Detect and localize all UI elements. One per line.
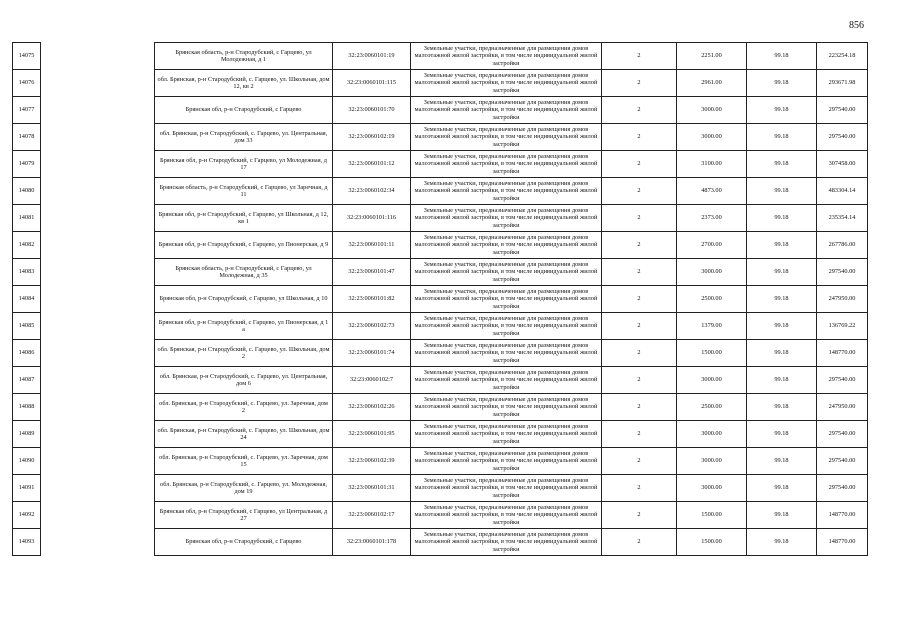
category-cell: 2 <box>602 394 677 421</box>
table-row <box>13 43 868 70</box>
table-row <box>13 97 868 124</box>
cadastral-number-cell: 32:23:0060101:178 <box>333 529 411 556</box>
area-cell: 3100.00 <box>677 151 747 178</box>
row-number-cell: 14081 <box>13 205 41 232</box>
land-registry-table <box>12 42 868 556</box>
category-cell: 2 <box>602 529 677 556</box>
address-cell: Брянская область, р-н Стародубский, с Гарцево, ул Молодежная, д 1 <box>155 43 333 70</box>
specific-value-cell: 99.18 <box>747 475 817 502</box>
table-row <box>13 124 868 151</box>
cadastral-value-cell: 148770.00 <box>817 529 868 556</box>
specific-value-cell: 99.18 <box>747 367 817 394</box>
table-row <box>13 421 868 448</box>
row-gap-cell <box>41 43 155 70</box>
address-cell: обл. Брянская, р-н Стародубский, с. Гарцево, ул. Центральная, дом 6 <box>155 367 333 394</box>
area-cell: 3000.00 <box>677 448 747 475</box>
cadastral-number-cell: 32:23:0060101:116 <box>333 205 411 232</box>
table-row <box>13 367 868 394</box>
category-cell: 2 <box>602 286 677 313</box>
table-row <box>13 394 868 421</box>
land-use-cell: Земельные участки, предназначенные для размещения домов малоэтажной жилой застройки, в том числе индивидуальной жилой застройки <box>411 97 602 124</box>
area-cell: 3000.00 <box>677 367 747 394</box>
cadastral-value-cell: 297540.00 <box>817 367 868 394</box>
cadastral-number-cell: 32:23:0060101:70 <box>333 97 411 124</box>
table-row <box>13 475 868 502</box>
cadastral-number-cell: 32:23:0060102:17 <box>333 502 411 529</box>
row-gap-cell <box>41 205 155 232</box>
cadastral-number-cell: 32:23:0060102:26 <box>333 394 411 421</box>
land-use-cell: Земельные участки, предназначенные для размещения домов малоэтажной жилой застройки, в том числе индивидуальной жилой застройки <box>411 178 602 205</box>
area-cell: 2251.00 <box>677 43 747 70</box>
row-gap-cell <box>41 421 155 448</box>
category-cell: 2 <box>602 421 677 448</box>
land-use-cell: Земельные участки, предназначенные для размещения домов малоэтажной жилой застройки, в том числе индивидуальной жилой застройки <box>411 367 602 394</box>
address-cell: Брянская обл, р-н Стародубский, с Гарцево, ул Центральная, д 27 <box>155 502 333 529</box>
cadastral-value-cell: 307458.00 <box>817 151 868 178</box>
cadastral-value-cell: 297540.00 <box>817 448 868 475</box>
cadastral-value-cell: 247950.00 <box>817 394 868 421</box>
category-cell: 2 <box>602 151 677 178</box>
row-gap-cell <box>41 124 155 151</box>
table-row <box>13 151 868 178</box>
land-use-cell: Земельные участки, предназначенные для размещения домов малоэтажной жилой застройки, в том числе индивидуальной жилой застройки <box>411 421 602 448</box>
land-use-cell: Земельные участки, предназначенные для размещения домов малоэтажной жилой застройки, в том числе индивидуальной жилой застройки <box>411 205 602 232</box>
category-cell: 2 <box>602 178 677 205</box>
land-use-cell: Земельные участки, предназначенные для размещения домов малоэтажной жилой застройки, в том числе индивидуальной жилой застройки <box>411 124 602 151</box>
row-number-cell: 14082 <box>13 232 41 259</box>
area-cell: 2700.00 <box>677 232 747 259</box>
row-gap-cell <box>41 475 155 502</box>
row-gap-cell <box>41 448 155 475</box>
land-use-cell: Земельные участки, предназначенные для размещения домов малоэтажной жилой застройки, в том числе индивидуальной жилой застройки <box>411 151 602 178</box>
row-number-cell: 14076 <box>13 70 41 97</box>
row-number-cell: 14087 <box>13 367 41 394</box>
cadastral-value-cell: 297540.00 <box>817 97 868 124</box>
row-gap-cell <box>41 529 155 556</box>
row-number-cell: 14086 <box>13 340 41 367</box>
address-cell: обл. Брянская, р-н Стародубский, с. Гарцево, ул. Школьная, дом 12, кв 2 <box>155 70 333 97</box>
cadastral-number-cell: 32:23:0060102:39 <box>333 448 411 475</box>
cadastral-value-cell: 483304.14 <box>817 178 868 205</box>
land-use-cell: Земельные участки, предназначенные для размещения домов малоэтажной жилой застройки, в том числе индивидуальной жилой застройки <box>411 259 602 286</box>
specific-value-cell: 99.18 <box>747 43 817 70</box>
specific-value-cell: 99.18 <box>747 151 817 178</box>
specific-value-cell: 99.18 <box>747 232 817 259</box>
land-use-cell: Земельные участки, предназначенные для размещения домов малоэтажной жилой застройки, в том числе индивидуальной жилой застройки <box>411 340 602 367</box>
category-cell: 2 <box>602 367 677 394</box>
address-cell: Брянская обл, р-н Стародубский, с Гарцево, ул Школьная, д 10 <box>155 286 333 313</box>
category-cell: 2 <box>602 340 677 367</box>
area-cell: 1500.00 <box>677 502 747 529</box>
cadastral-number-cell: 32:23:0060101:95 <box>333 421 411 448</box>
row-number-cell: 14085 <box>13 313 41 340</box>
cadastral-value-cell: 247950.00 <box>817 286 868 313</box>
row-number-cell: 14077 <box>13 97 41 124</box>
row-gap-cell <box>41 70 155 97</box>
area-cell: 2961.00 <box>677 70 747 97</box>
category-cell: 2 <box>602 205 677 232</box>
land-use-cell: Земельные участки, предназначенные для размещения домов малоэтажной жилой застройки, в том числе индивидуальной жилой застройки <box>411 286 602 313</box>
area-cell: 1500.00 <box>677 340 747 367</box>
land-use-cell: Земельные участки, предназначенные для размещения домов малоэтажной жилой застройки, в том числе индивидуальной жилой застройки <box>411 502 602 529</box>
category-cell: 2 <box>602 70 677 97</box>
area-cell: 2500.00 <box>677 286 747 313</box>
category-cell: 2 <box>602 43 677 70</box>
table-row <box>13 205 868 232</box>
area-cell: 3000.00 <box>677 259 747 286</box>
row-gap-cell <box>41 232 155 259</box>
cadastral-value-cell: 148770.00 <box>817 502 868 529</box>
row-number-cell: 14075 <box>13 43 41 70</box>
table-row <box>13 70 868 97</box>
cadastral-number-cell: 32:23:0060101:12 <box>333 151 411 178</box>
area-cell: 3000.00 <box>677 97 747 124</box>
category-cell: 2 <box>602 124 677 151</box>
address-cell: обл. Брянская, р-н Стародубский, с. Гарцево, ул. Школьная, дом 24 <box>155 421 333 448</box>
land-use-cell: Земельные участки, предназначенные для размещения домов малоэтажной жилой застройки, в том числе индивидуальной жилой застройки <box>411 448 602 475</box>
row-gap-cell <box>41 340 155 367</box>
area-cell: 2373.00 <box>677 205 747 232</box>
specific-value-cell: 99.18 <box>747 205 817 232</box>
address-cell: обл. Брянская, р-н Стародубский, с. Гарцево, ул. Центральная, дом 33 <box>155 124 333 151</box>
specific-value-cell: 99.18 <box>747 448 817 475</box>
cadastral-number-cell: 32:23:0060102:7 <box>333 367 411 394</box>
table-row <box>13 178 868 205</box>
address-cell: обл. Брянская, р-н Стародубский, с. Гарцево, ул. Заречная, дом 2 <box>155 394 333 421</box>
specific-value-cell: 99.18 <box>747 259 817 286</box>
table-row <box>13 313 868 340</box>
address-cell: Брянская обл, р-н Стародубский, с Гарцево <box>155 529 333 556</box>
row-number-cell: 14079 <box>13 151 41 178</box>
row-number-cell: 14083 <box>13 259 41 286</box>
address-cell: обл. Брянская, р-н Стародубский, с. Гарцево, ул. Заречная, дом 15 <box>155 448 333 475</box>
cadastral-number-cell: 32:23:0060101:11 <box>333 232 411 259</box>
land-use-cell: Земельные участки, предназначенные для размещения домов малоэтажной жилой застройки, в том числе индивидуальной жилой застройки <box>411 43 602 70</box>
cadastral-value-cell: 267786.00 <box>817 232 868 259</box>
cadastral-value-cell: 297540.00 <box>817 421 868 448</box>
table-row <box>13 259 868 286</box>
specific-value-cell: 99.18 <box>747 124 817 151</box>
row-gap-cell <box>41 259 155 286</box>
land-use-cell: Земельные участки, предназначенные для размещения домов малоэтажной жилой застройки, в том числе индивидуальной жилой застройки <box>411 475 602 502</box>
table-row <box>13 448 868 475</box>
cadastral-number-cell: 32:23:0060102:73 <box>333 313 411 340</box>
cadastral-value-cell: 297540.00 <box>817 124 868 151</box>
table-row <box>13 529 868 556</box>
row-number-cell: 14078 <box>13 124 41 151</box>
page-number: 856 <box>849 20 864 31</box>
cadastral-value-cell: 297540.00 <box>817 259 868 286</box>
land-use-cell: Земельные участки, предназначенные для размещения домов малоэтажной жилой застройки, в том числе индивидуальной жилой застройки <box>411 232 602 259</box>
cadastral-number-cell: 32:23:0060101:115 <box>333 70 411 97</box>
specific-value-cell: 99.18 <box>747 313 817 340</box>
area-cell: 2500.00 <box>677 394 747 421</box>
row-gap-cell <box>41 394 155 421</box>
row-gap-cell <box>41 178 155 205</box>
area-cell: 3000.00 <box>677 421 747 448</box>
specific-value-cell: 99.18 <box>747 70 817 97</box>
address-cell: Брянская обл, р-н Стародубский, с Гарцево, ул Школьная, д 12, кв 1 <box>155 205 333 232</box>
table-row <box>13 502 868 529</box>
cadastral-value-cell: 235354.14 <box>817 205 868 232</box>
area-cell: 1379.00 <box>677 313 747 340</box>
address-cell: обл. Брянская, р-н Стародубский, с. Гарцево, ул. Молодежная, дом 19 <box>155 475 333 502</box>
area-cell: 3000.00 <box>677 475 747 502</box>
specific-value-cell: 99.18 <box>747 178 817 205</box>
address-cell: Брянская обл, р-н Стародубский, с Гарцево, ул Молодежная, д 17 <box>155 151 333 178</box>
cadastral-number-cell: 32:23:0060101:74 <box>333 340 411 367</box>
row-gap-cell <box>41 97 155 124</box>
row-number-cell: 14092 <box>13 502 41 529</box>
address-cell: Брянская область, р-н Стародубский, с Гарцево, ул Молодежная, д 35 <box>155 259 333 286</box>
cadastral-number-cell: 32:23:0060101:82 <box>333 286 411 313</box>
table-row <box>13 286 868 313</box>
specific-value-cell: 99.18 <box>747 97 817 124</box>
land-use-cell: Земельные участки, предназначенные для размещения домов малоэтажной жилой застройки, в том числе индивидуальной жилой застройки <box>411 394 602 421</box>
row-number-cell: 14080 <box>13 178 41 205</box>
row-number-cell: 14091 <box>13 475 41 502</box>
cadastral-value-cell: 148770.00 <box>817 340 868 367</box>
row-number-cell: 14090 <box>13 448 41 475</box>
specific-value-cell: 99.18 <box>747 286 817 313</box>
cadastral-value-cell: 136769.22 <box>817 313 868 340</box>
cadastral-number-cell: 32:23:0060102:34 <box>333 178 411 205</box>
row-number-cell: 14093 <box>13 529 41 556</box>
cadastral-number-cell: 32:23:0060101:47 <box>333 259 411 286</box>
cadastral-value-cell: 297540.00 <box>817 475 868 502</box>
area-cell: 4873.00 <box>677 178 747 205</box>
land-use-cell: Земельные участки, предназначенные для размещения домов малоэтажной жилой застройки, в том числе индивидуальной жилой застройки <box>411 529 602 556</box>
category-cell: 2 <box>602 259 677 286</box>
row-gap-cell <box>41 502 155 529</box>
area-cell: 1500.00 <box>677 529 747 556</box>
cadastral-value-cell: 223254.18 <box>817 43 868 70</box>
address-cell: Брянская область, р-н Стародубский, с Гарцево, ул Заречная, д 11 <box>155 178 333 205</box>
land-use-cell: Земельные участки, предназначенные для размещения домов малоэтажной жилой застройки, в том числе индивидуальной жилой застройки <box>411 313 602 340</box>
category-cell: 2 <box>602 232 677 259</box>
address-cell: Брянская обл, р-н Стародубский, с Гарцево <box>155 97 333 124</box>
row-gap-cell <box>41 313 155 340</box>
cadastral-number-cell: 32:23:0060102:19 <box>333 124 411 151</box>
category-cell: 2 <box>602 502 677 529</box>
category-cell: 2 <box>602 313 677 340</box>
row-gap-cell <box>41 367 155 394</box>
specific-value-cell: 99.18 <box>747 394 817 421</box>
specific-value-cell: 99.18 <box>747 529 817 556</box>
address-cell: обл. Брянская, р-н Стародубский, с. Гарцево, ул. Школьная, дом 2 <box>155 340 333 367</box>
table-row <box>13 340 868 367</box>
row-number-cell: 14084 <box>13 286 41 313</box>
row-number-cell: 14089 <box>13 421 41 448</box>
category-cell: 2 <box>602 97 677 124</box>
address-cell: Брянская обл, р-н Стародубский, с Гарцево, ул Пионерская, д 9 <box>155 232 333 259</box>
category-cell: 2 <box>602 448 677 475</box>
category-cell: 2 <box>602 475 677 502</box>
address-cell: Брянская обл, р-н Стародубский, с Гарцево, ул Пионерская, д 1 а <box>155 313 333 340</box>
land-use-cell: Земельные участки, предназначенные для размещения домов малоэтажной жилой застройки, в том числе индивидуальной жилой застройки <box>411 70 602 97</box>
cadastral-value-cell: 293671.98 <box>817 70 868 97</box>
specific-value-cell: 99.18 <box>747 421 817 448</box>
specific-value-cell: 99.18 <box>747 340 817 367</box>
specific-value-cell: 99.18 <box>747 502 817 529</box>
cadastral-number-cell: 32:23:0060101:19 <box>333 43 411 70</box>
table-row <box>13 232 868 259</box>
cadastral-number-cell: 32:23:0060101:31 <box>333 475 411 502</box>
area-cell: 3000.00 <box>677 124 747 151</box>
row-gap-cell <box>41 286 155 313</box>
row-gap-cell <box>41 151 155 178</box>
row-number-cell: 14088 <box>13 394 41 421</box>
